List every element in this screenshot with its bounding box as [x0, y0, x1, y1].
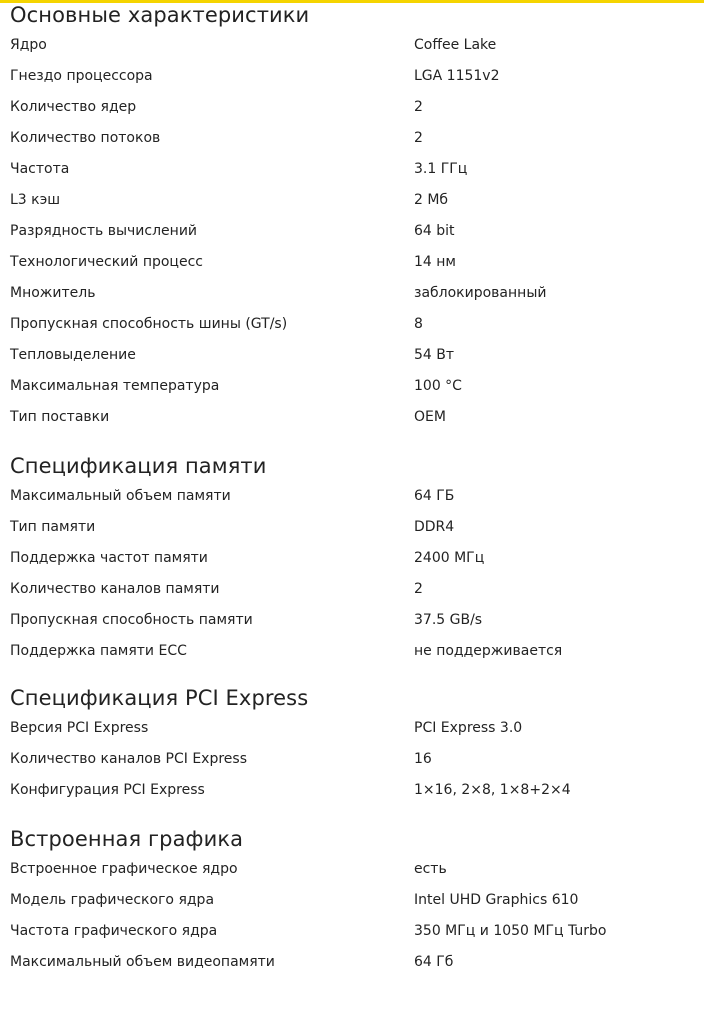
spec-value: 2: [414, 98, 423, 115]
spec-row: [0, 853, 704, 884]
spec-value: 64 Гб: [414, 953, 454, 970]
section-integrated-graphics: [0, 825, 704, 977]
spec-value: 100 °C: [414, 377, 462, 394]
section-title: Основные характеристики: [10, 3, 310, 27]
spec-value: заблокированный: [414, 284, 547, 301]
spec-label: Частота: [10, 160, 70, 177]
spec-row: [0, 635, 704, 666]
spec-label: Количество потоков: [10, 129, 161, 146]
spec-value: LGA 1151v2: [414, 67, 500, 84]
spec-value: 8: [414, 315, 423, 332]
spec-label: Гнездо процессора: [10, 67, 153, 84]
spec-row: [0, 215, 704, 246]
section-memory: [0, 452, 704, 666]
spec-row: [0, 153, 704, 184]
spec-row: [0, 604, 704, 635]
spec-value: 16: [414, 750, 432, 767]
spec-value: PCI Express 3.0: [414, 719, 523, 736]
spec-row: [0, 370, 704, 401]
spec-value: есть: [414, 860, 447, 877]
spec-row: [0, 246, 704, 277]
section-title: Встроенная графика: [10, 827, 244, 851]
spec-label: Технологический процесс: [10, 253, 203, 270]
spec-label: Пропускная способность памяти: [10, 611, 253, 628]
spec-value: Coffee Lake: [414, 36, 497, 53]
spec-label: Тепловыделение: [10, 346, 136, 363]
spec-value: Intel UHD Graphics 610: [414, 891, 579, 908]
spec-row: [0, 946, 704, 977]
spec-label: Количество каналов памяти: [10, 580, 220, 597]
section-main: [0, 1, 704, 432]
spec-label: Тип поставки: [10, 408, 110, 425]
spec-label: Ядро: [10, 36, 47, 53]
spec-label: Максимальный объем памяти: [10, 487, 231, 504]
spec-row: [0, 915, 704, 946]
spec-value: 54 Вт: [414, 346, 455, 363]
spec-value: 2400 МГц: [414, 549, 485, 566]
spec-row: [0, 774, 704, 805]
spec-row: [0, 480, 704, 511]
spec-row: [0, 184, 704, 215]
spec-row: [0, 29, 704, 60]
spec-value: 350 МГц и 1050 МГц Turbo: [414, 922, 607, 939]
spec-value: не поддерживается: [414, 642, 563, 659]
spec-label: Конфигурация PCI Express: [10, 781, 205, 798]
spec-value: 2: [414, 129, 423, 146]
spec-row: [0, 339, 704, 370]
spec-label: Пропускная способность шины (GT/s): [10, 315, 288, 332]
spec-value: 64 bit: [414, 222, 455, 239]
spec-value: 3.1 ГГц: [414, 160, 468, 177]
spec-label: Версия PCI Express: [10, 719, 149, 736]
spec-value: 14 нм: [414, 253, 456, 270]
spec-label: Поддержка памяти ECC: [10, 642, 187, 659]
spec-row: [0, 542, 704, 573]
spec-label: Разрядность вычислений: [10, 222, 198, 239]
spec-row: [0, 743, 704, 774]
spec-row: [0, 712, 704, 743]
spec-label: Максимальный объем видеопамяти: [10, 953, 275, 970]
spec-label: Встроенное графическое ядро: [10, 860, 238, 877]
spec-label: Модель графического ядра: [10, 891, 215, 908]
spec-row: [0, 884, 704, 915]
spec-row: [0, 277, 704, 308]
spec-label: Частота графического ядра: [10, 922, 218, 939]
spec-value: OEM: [414, 408, 446, 425]
spec-value: 64 ГБ: [414, 487, 455, 504]
spec-value: 2: [414, 580, 423, 597]
spec-value: 1×16, 2×8, 1×8+2×4: [414, 781, 571, 798]
spec-row: [0, 122, 704, 153]
spec-value: 37.5 GB/s: [414, 611, 483, 628]
spec-value: 2 Мб: [414, 191, 449, 208]
spec-label: Максимальная температура: [10, 377, 220, 394]
spec-row: [0, 91, 704, 122]
spec-row: [0, 511, 704, 542]
spec-label: Количество каналов PCI Express: [10, 750, 248, 767]
spec-row: [0, 573, 704, 604]
section-pci-express: [0, 684, 704, 805]
spec-value: DDR4: [414, 518, 455, 535]
spec-label: Количество ядер: [10, 98, 137, 115]
spec-label: Поддержка частот памяти: [10, 549, 208, 566]
section-title: Спецификация памяти: [10, 454, 267, 478]
spec-label: Тип памяти: [10, 518, 96, 535]
spec-row: [0, 60, 704, 91]
section-title: Спецификация PCI Express: [10, 686, 309, 710]
spec-label: L3 кэш: [10, 191, 61, 208]
spec-row: [0, 401, 704, 432]
spec-row: [0, 308, 704, 339]
spec-label: Множитель: [10, 284, 96, 301]
